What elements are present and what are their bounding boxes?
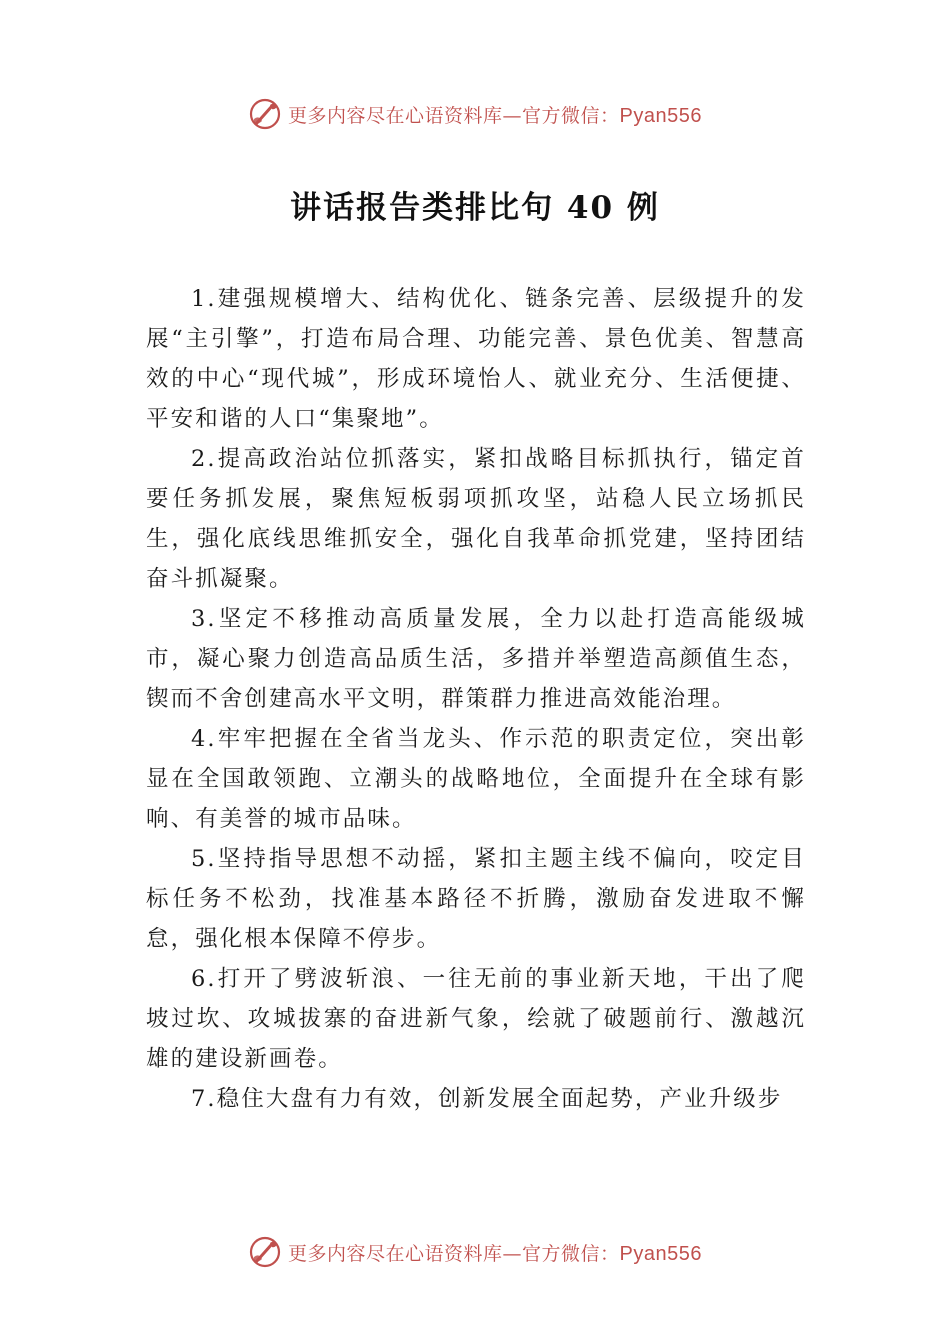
paragraph-7: 7.稳住大盘有力有效，创新发展全面起势，产业升级步: [191, 1086, 783, 1112]
watermark-wechat-id: Pyan556: [619, 1242, 702, 1265]
watermark-text: [288, 101, 702, 128]
watermark-label: 更多内容尽在心语资料库—官方微信：: [288, 1242, 620, 1265]
watermark-text: [288, 1239, 702, 1266]
watermark-wechat-id: Pyan556: [619, 104, 702, 127]
document-body: [146, 279, 806, 1119]
paragraph-6: 6.打开了劈波斩浪、一往无前的事业新天地，干出了爬坡过坎、攻城拔寨的奋进新气象，绘就了破题前行、激越沉雄的建设新画卷。: [146, 966, 806, 1072]
watermark-label: 更多内容尽在心语资料库—官方微信：: [288, 104, 620, 127]
paragraph-1: 1.建强规模增大、结构优化、链条完善、层级提升的发展“主引擎”，打造布局合理、功能完善、景色优美、智慧高效的中心“现代城”，形成环境怡人、就业充分、生活便捷、平安和谐的人口“集聚地”。: [146, 286, 806, 432]
paragraph-4: 4.牢牢把握在全省当龙头、作示范的职责定位，突出彰显在全国敢领跑、立潮头的战略地位，全面提升在全球有影响、有美誉的城市品味。: [146, 726, 806, 832]
document-title: 讲话报告类排比句 40 例: [290, 190, 660, 226]
paragraph-5: 5.坚持指导思想不动摇，紧扣主题主线不偏向，咬定目标任务不松劲，找准基本路径不折腾，激励奋发进取不懈怠，强化根本保障不停步。: [146, 846, 806, 952]
paragraph-2: 2.提高政治站位抓落实，紧扣战略目标抓执行，锚定首要任务抓发展，聚焦短板弱项抓攻坚，站稳人民立场抓民生，强化底线思维抓安全，强化自我革命抓党建，坚持团结奋斗抓凝聚。: [146, 446, 806, 592]
paragraph-3: 3.坚定不移推动高质量发展，全力以赴打造高能级城市，凝心聚力创造高品质生活，多措并举塑造高颜值生态，锲而不舍创建高水平文明，群策群力推进高效能治理。: [146, 606, 806, 712]
watermark-header: [0, 94, 950, 134]
brush-logo-icon: [248, 1235, 282, 1269]
brush-logo-icon: [248, 97, 282, 131]
watermark-footer: [0, 1232, 950, 1272]
